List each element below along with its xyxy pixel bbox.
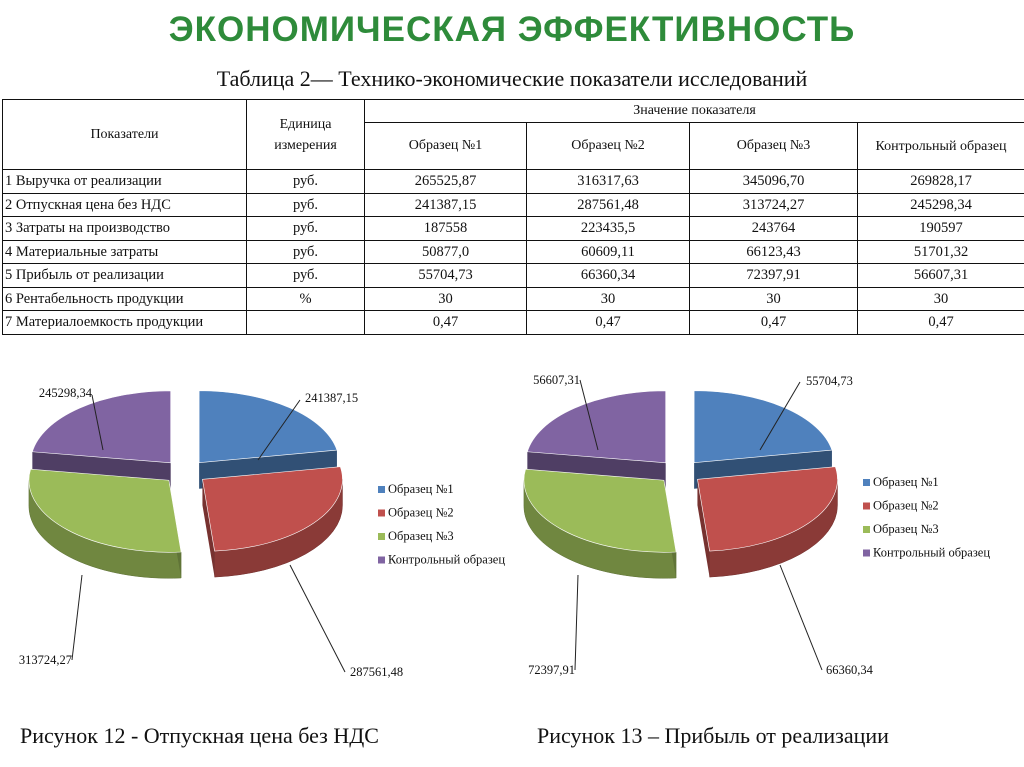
legend-swatch <box>863 479 870 486</box>
data-label: 56607,31 <box>533 373 580 387</box>
header-value-group: Значение показателя <box>365 100 1024 123</box>
legend-swatch <box>863 550 870 557</box>
charts-area <box>0 350 1024 767</box>
header-sample1: Образец №1 <box>365 123 527 170</box>
table-row <box>3 287 1024 311</box>
pie-slice <box>697 467 837 577</box>
chart-legend <box>378 482 505 567</box>
row-sample3: 66123,43 <box>690 240 858 264</box>
data-label: 72397,91 <box>528 663 575 677</box>
table-row <box>3 170 1024 194</box>
row-unit: руб. <box>247 170 365 194</box>
row-name: 2 Отпускная цена без НДС <box>3 193 247 217</box>
row-control: 30 <box>858 287 1024 311</box>
row-sample2: 223435,5 <box>527 217 690 241</box>
row-unit: руб. <box>247 193 365 217</box>
row-sample3: 30 <box>690 287 858 311</box>
leader-line <box>575 575 578 670</box>
data-label: 313724,27 <box>18 653 72 667</box>
row-sample2: 0,47 <box>527 311 690 335</box>
header-control: Контрольный образец <box>858 123 1024 170</box>
row-name: 1 Выручка от реализации <box>3 170 247 194</box>
legend-entry: Контрольный образец <box>388 552 506 567</box>
legend-entry: Образец №3 <box>388 529 454 543</box>
legend-entry: Образец №1 <box>873 475 939 489</box>
legend-entry: Образец №1 <box>388 482 454 496</box>
row-unit: % <box>247 287 365 311</box>
page-title: ЭКОНОМИЧЕСКАЯ ЭФФЕКТИВНОСТЬ <box>168 10 856 49</box>
row-sample1: 265525,87 <box>365 170 527 194</box>
legend-swatch <box>863 503 870 510</box>
chart-legend <box>863 475 990 560</box>
row-sample1: 241387,15 <box>365 193 527 217</box>
data-label: 241387,15 <box>305 391 359 405</box>
row-name: 7 Материалоемкость продукции <box>3 311 247 335</box>
header-sample2: Образец №2 <box>527 123 690 170</box>
legend-swatch <box>378 557 385 564</box>
header-unit: Единица измерения <box>247 100 365 170</box>
row-sample2: 66360,34 <box>527 264 690 288</box>
table-row <box>3 193 1024 217</box>
row-sample2: 316317,63 <box>527 170 690 194</box>
row-sample1: 0,47 <box>365 311 527 335</box>
data-label: 66360,34 <box>826 663 873 677</box>
row-control: 190597 <box>858 217 1024 241</box>
table-caption: Таблица 2— Технико-экономические показатели исследований <box>216 66 808 91</box>
row-sample3: 313724,27 <box>690 193 858 217</box>
legend-swatch <box>378 533 385 540</box>
row-unit: руб. <box>247 217 365 241</box>
row-unit <box>247 311 365 335</box>
row-name: 3 Затраты на производство <box>3 217 247 241</box>
row-sample2: 30 <box>527 287 690 311</box>
legend-swatch <box>378 486 385 493</box>
table-row <box>3 264 1024 288</box>
row-name: 5 Прибыль от реализации <box>3 264 247 288</box>
row-sample1: 30 <box>365 287 527 311</box>
legend-entry: Образец №2 <box>873 498 939 513</box>
row-sample1: 55704,73 <box>365 264 527 288</box>
legend-entry: Образец №3 <box>873 522 939 536</box>
row-sample3: 243764 <box>690 217 858 241</box>
pie-chart-profit <box>524 373 990 677</box>
pie-slice <box>202 467 342 577</box>
table-row <box>3 311 1024 335</box>
row-name: 6 Рентабельность продукции <box>3 287 247 311</box>
table-row <box>3 240 1024 264</box>
leader-line <box>780 565 822 670</box>
legend-entry: Образец №2 <box>388 505 454 520</box>
row-unit: руб. <box>247 240 365 264</box>
table-row <box>3 217 1024 241</box>
row-sample3: 72397,91 <box>690 264 858 288</box>
figure-13-caption: Рисунок 13 – Прибыль от реализации <box>537 723 889 748</box>
indicators-table <box>2 99 1024 335</box>
leader-line <box>72 575 82 660</box>
header-sample3: Образец №3 <box>690 123 858 170</box>
row-unit: руб. <box>247 264 365 288</box>
pie-slice <box>524 469 676 578</box>
row-control: 245298,34 <box>858 193 1024 217</box>
legend-swatch <box>863 526 870 533</box>
row-control: 51701,32 <box>858 240 1024 264</box>
data-label: 245298,34 <box>38 386 92 400</box>
data-label: 287561,48 <box>350 665 404 679</box>
row-sample3: 0,47 <box>690 311 858 335</box>
row-control: 0,47 <box>858 311 1024 335</box>
data-label: 55704,73 <box>806 374 853 388</box>
pie-charts <box>0 350 1024 767</box>
leader-line <box>290 565 345 672</box>
legend-entry: Контрольный образец <box>873 545 991 560</box>
legend-swatch <box>378 510 385 517</box>
row-sample1: 187558 <box>365 217 527 241</box>
row-sample2: 287561,48 <box>527 193 690 217</box>
header-indicator: Показатели <box>3 100 247 170</box>
pie-slice <box>29 469 181 578</box>
row-sample2: 60609,11 <box>527 240 690 264</box>
pie-chart-price <box>19 386 505 679</box>
row-sample1: 50877,0 <box>365 240 527 264</box>
row-control: 269828,17 <box>858 170 1024 194</box>
row-name: 4 Материальные затраты <box>3 240 247 264</box>
row-sample3: 345096,70 <box>690 170 858 194</box>
row-control: 56607,31 <box>858 264 1024 288</box>
figure-12-caption: Рисунок 12 - Отпускная цена без НДС <box>20 723 379 748</box>
